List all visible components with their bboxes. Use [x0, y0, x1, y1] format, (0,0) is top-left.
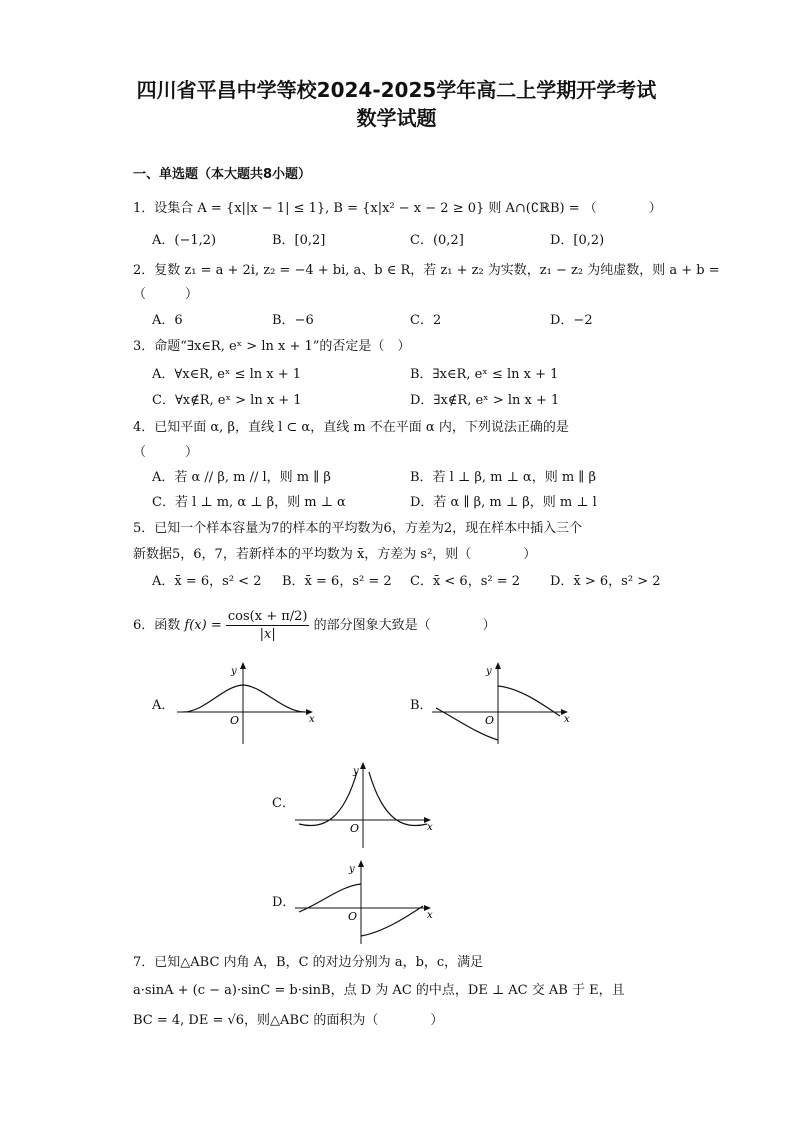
- graph-c-y-label: y: [353, 766, 359, 777]
- question-5-stem: 5．已知一个样本容量为7的样本的平均数为6，方差为2，现在样本中插入三个: [133, 521, 583, 536]
- graph-a-x-label: x: [309, 714, 315, 725]
- graph-c-origin: O: [350, 822, 360, 835]
- q3-option-c: C．∀x∉R, eˣ > ln x + 1: [152, 393, 302, 408]
- q1-option-a: A．(−1,2): [152, 233, 217, 248]
- question-7-stem: 7．已知△ABC 内角 A，B，C 的对边分别为 a，b，c，满足: [133, 955, 484, 970]
- graph-b-origin: O: [485, 714, 495, 727]
- graph-c-label: C．: [272, 796, 295, 811]
- q1-option-b: B．[0,2]: [272, 233, 326, 248]
- question-2-stem: 2．复数 z₁ = a + 2i, z₂ = −4 + bi, a、b ∈ R，若 z₁ + z₂ 为实数，z₁ − z₂ 为纯虚数，则 a + b =: [133, 263, 720, 278]
- q4-option-c: C．若 l ⊥ m, α ⊥ β，则 m ⊥ α: [152, 495, 346, 510]
- question-4-stem-cont: （ ）: [133, 445, 199, 460]
- q3-option-d: D．∃x∉R, eˣ > ln x + 1: [410, 393, 560, 408]
- q4-option-b: B．若 l ⊥ β, m ⊥ α，则 m ∥ β: [410, 470, 596, 485]
- question-1-stem: 1．设集合 A = {x||x − 1| ≤ 1}, B = {x|x² − x − 2 ≥ 0} 则 A∩(∁ℝB) = （ ）: [133, 201, 662, 216]
- q6-suffix: 的部分图象大致是（ ）: [313, 618, 496, 633]
- graph-c: [293, 760, 438, 850]
- question-5-stem-cont: 新数据5，6，7，若新样本的平均数为 x̄，方差为 s²，则（ ）: [133, 547, 537, 562]
- q6-fx: f(x) =: [184, 618, 222, 633]
- graph-a: [175, 660, 320, 750]
- page-subtitle: 数学试题: [356, 106, 437, 130]
- graph-c-x-label: x: [427, 822, 433, 833]
- q5-option-d: D．x̄ > 6，s² > 2: [550, 574, 661, 589]
- graph-d-origin: O: [348, 910, 358, 923]
- q6-denominator: |x|: [259, 627, 276, 642]
- graph-d-x-label: x: [427, 910, 433, 921]
- question-2-stem-cont: （ ）: [133, 287, 199, 302]
- q1-option-c: C．(0,2]: [410, 233, 464, 248]
- graph-d-label: D．: [272, 895, 296, 910]
- question-3-stem: 3．命题“∃x∈R, eˣ > ln x + 1”的否定是（ ）: [133, 339, 411, 354]
- question-6-stem: [133, 606, 496, 646]
- q2-option-b: B．−6: [272, 313, 314, 328]
- question-7-stem-cont2: BC = 4, DE = √6，则△ABC 的面积为（ ）: [133, 1013, 444, 1028]
- graph-b-x-label: x: [564, 714, 570, 725]
- section-heading: 一、单选题（本大题共8小题）: [133, 167, 312, 182]
- q4-option-d: D．若 α ∥ β, m ⊥ β，则 m ⊥ l: [410, 495, 597, 510]
- graph-b-y-label: y: [486, 666, 492, 677]
- q1-option-d: D．[0,2): [550, 233, 605, 248]
- graph-d-y-label: y: [349, 864, 355, 875]
- q6-numerator: cos(x + π/2): [227, 609, 308, 624]
- page-title: 四川省平昌中学等校2024-2025学年高二上学期开学考试: [136, 78, 657, 102]
- q3-option-b: B．∃x∈R, eˣ ≤ ln x + 1: [410, 367, 559, 382]
- q5-option-c: C．x̄ < 6，s² = 2: [410, 574, 521, 589]
- graph-a-label: A．: [152, 698, 175, 713]
- graph-b: [430, 660, 575, 750]
- graph-b-label: B．: [410, 698, 433, 713]
- q6-fraction: [226, 608, 310, 643]
- q3-option-a: A．∀x∈R, eˣ ≤ ln x + 1: [152, 367, 302, 382]
- question-7-stem-cont: a·sinA + (c − a)·sinC = b·sinB，点 D 为 AC 的中点，DE ⊥ AC 交 AB 于 E，且: [133, 983, 625, 998]
- q2-option-c: C．2: [410, 313, 442, 328]
- q5-option-b: B．x̄ = 6，s² = 2: [282, 574, 392, 589]
- graph-a-origin: O: [230, 714, 240, 727]
- q4-option-a: A．若 α // β, m // l，则 m ∥ β: [152, 470, 331, 485]
- q2-option-a: A．6: [152, 313, 183, 328]
- q5-option-a: A．x̄ = 6，s² < 2: [152, 574, 262, 589]
- q2-option-d: D．−2: [550, 313, 593, 328]
- graph-a-y-label: y: [231, 666, 237, 677]
- question-4-stem: 4．已知平面 α, β，直线 l ⊂ α，直线 m 不在平面 α 内，下列说法正确的是: [133, 420, 569, 435]
- graph-d: [293, 858, 438, 948]
- q6-prefix: 6．函数: [133, 618, 181, 633]
